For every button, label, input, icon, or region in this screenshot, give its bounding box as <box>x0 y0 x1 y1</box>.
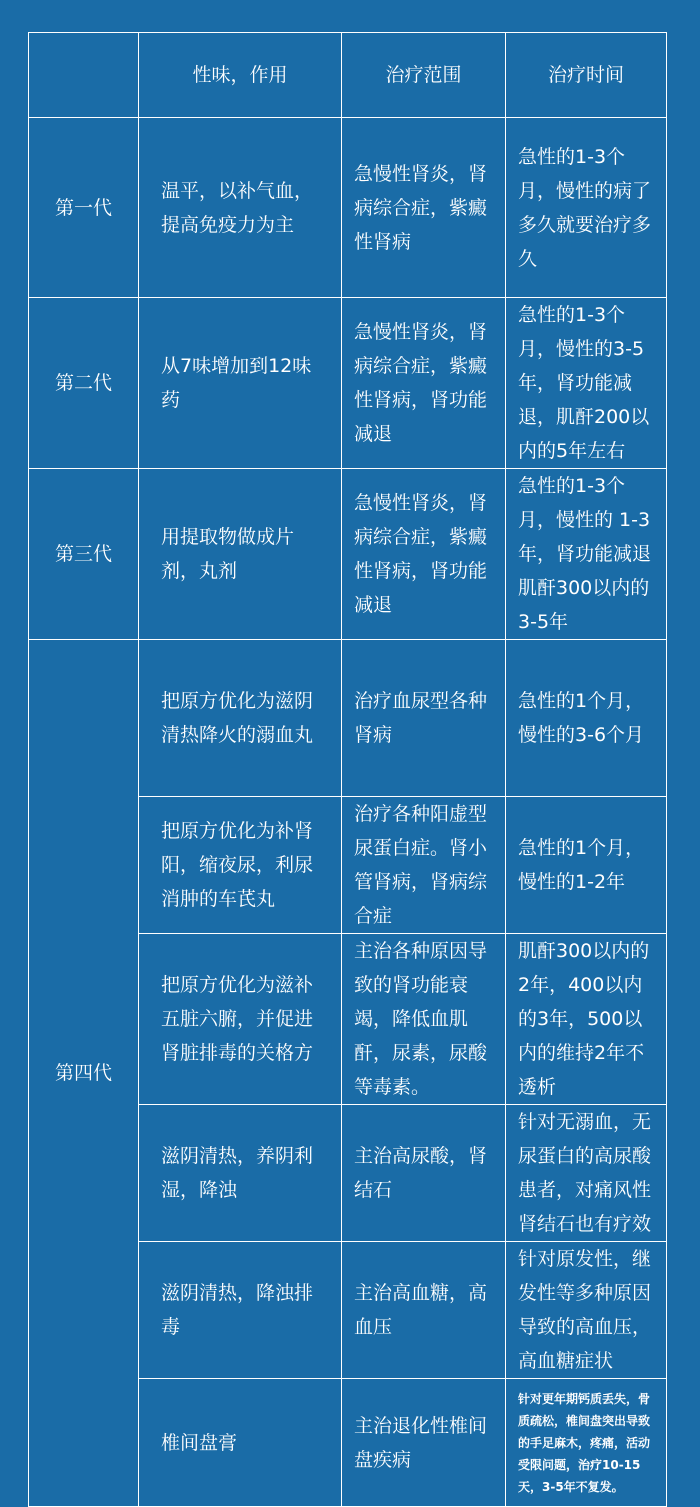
scope-cell: 主治各种原因导致的肾功能衰竭，降低血肌酐，尿素，尿酸等毒素。 <box>342 934 506 1105</box>
nature-cell: 滋阴清热，降浊排毒 <box>139 1242 342 1379</box>
generation-label: 第二代 <box>29 298 139 469</box>
time-cell: 针对原发性，继发性等多种原因导致的高血压，高血糖症状 <box>506 1242 667 1379</box>
time-cell: 肌酐300以内的2年，400以内的3年，500以内的维持2年不透析 <box>506 934 667 1105</box>
header-scope-cell: 治疗范围 <box>342 33 506 118</box>
scope-cell: 急慢性肾炎，肾病综合症，紫癜性肾病，肾功能减退 <box>342 469 506 640</box>
generation-comparison-table <box>28 32 667 1507</box>
header-nature-cell: 性味，作用 <box>139 33 342 118</box>
scope-cell: 主治退化性椎间盘疾病 <box>342 1379 506 1507</box>
time-cell: 急性的1-3个月，慢性的 1-3年，肾功能减退肌酐300以内的3-5年 <box>506 469 667 640</box>
time-cell: 急性的1-3个月，慢性的病了多久就要治疗多久 <box>506 118 667 298</box>
header-time-cell: 治疗时间 <box>506 33 667 118</box>
nature-cell: 把原方优化为滋补五脏六腑，并促进肾脏排毒的关格方 <box>139 934 342 1105</box>
generation-label: 第四代 <box>29 640 139 1507</box>
generation-label: 第一代 <box>29 118 139 298</box>
time-cell: 急性的1-3个月，慢性的3-5年，肾功能减退，肌酐200以内的5年左右 <box>506 298 667 469</box>
scope-cell: 主治高血糖，高血压 <box>342 1242 506 1379</box>
nature-cell: 把原方优化为滋阴清热降火的溺血丸 <box>139 640 342 797</box>
time-cell: 急性的1个月，慢性的1-2年 <box>506 797 667 934</box>
table-row <box>29 298 667 469</box>
time-cell: 针对更年期钙质丢失，骨质疏松，椎间盘突出导致的手足麻木，疼痛，活动受限问题，治疗10-15天，3-5年不复发。 <box>506 1379 667 1507</box>
header-row <box>29 33 667 118</box>
generation-label: 第三代 <box>29 469 139 640</box>
nature-cell: 从7味增加到12味药 <box>139 298 342 469</box>
nature-cell: 椎间盘膏 <box>139 1379 342 1507</box>
nature-cell: 用提取物做成片剂，丸剂 <box>139 469 342 640</box>
table-row <box>29 118 667 298</box>
table-row <box>29 640 667 797</box>
scope-cell: 治疗各种阳虚型尿蛋白症。肾小管肾病，肾病综合症 <box>342 797 506 934</box>
scope-cell: 急慢性肾炎，肾病综合症，紫癜性肾病 <box>342 118 506 298</box>
header-generation-cell <box>29 33 139 118</box>
scope-cell: 主治高尿酸，肾结石 <box>342 1105 506 1242</box>
time-cell: 针对无溺血，无尿蛋白的高尿酸患者，对痛风性肾结石也有疗效 <box>506 1105 667 1242</box>
scope-cell: 治疗血尿型各种肾病 <box>342 640 506 797</box>
nature-cell: 把原方优化为补肾阳，缩夜尿，利尿消肿的车芪丸 <box>139 797 342 934</box>
nature-cell: 滋阴清热，养阴利湿，降浊 <box>139 1105 342 1242</box>
table-row <box>29 469 667 640</box>
nature-cell: 温平，以补气血，提高免疫力为主 <box>139 118 342 298</box>
time-cell: 急性的1个月，慢性的3-6个月 <box>506 640 667 797</box>
scope-cell: 急慢性肾炎，肾病综合症，紫癜性肾病，肾功能减退 <box>342 298 506 469</box>
